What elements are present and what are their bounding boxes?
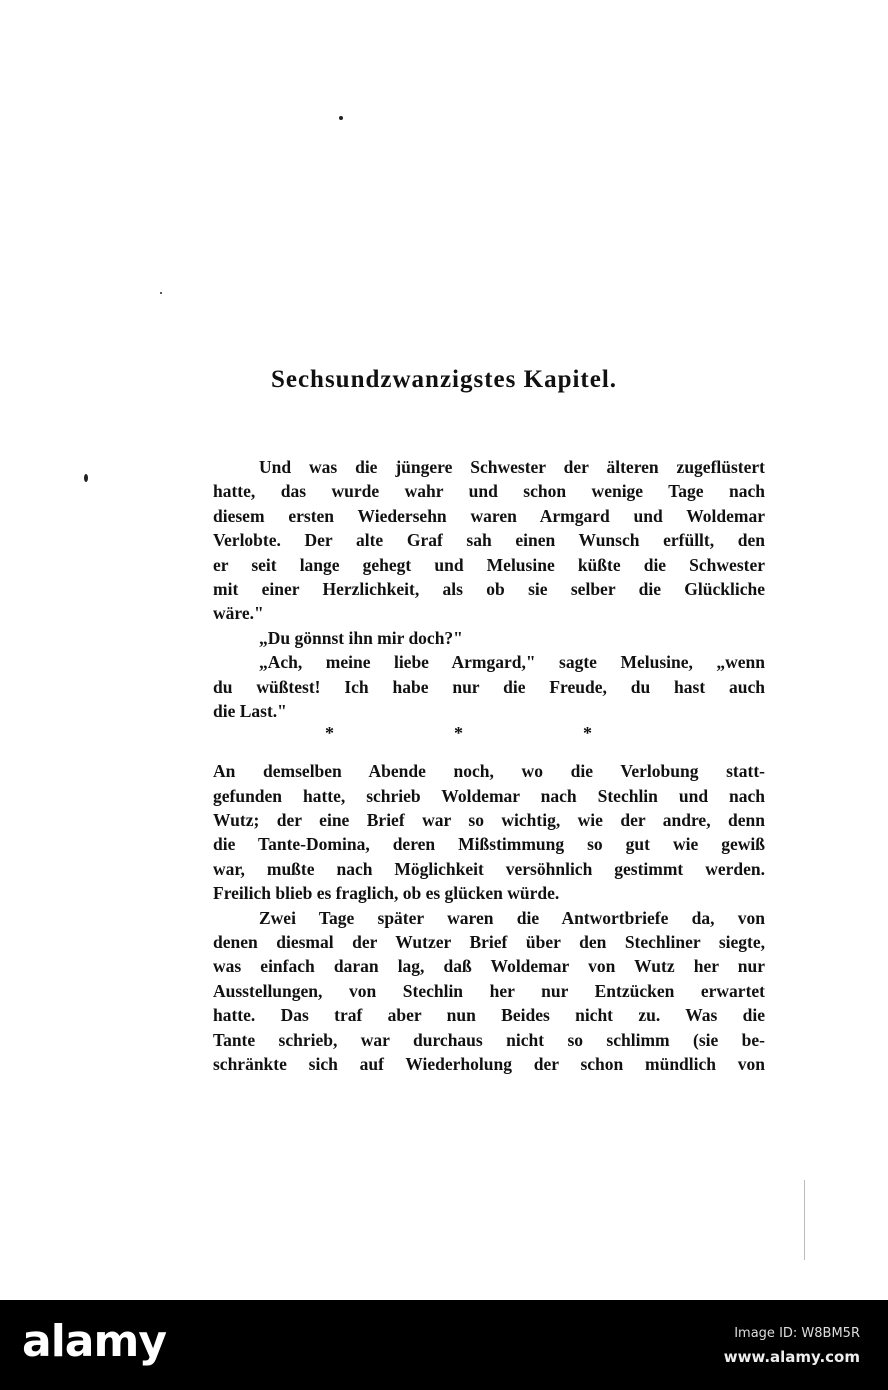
image-id: Image ID: W8BM5R [734,1326,860,1341]
text-line: „Du gönnst ihn mir doch?" [259,627,463,648]
text-line: schränkte sich auf Wiederholung der schon mündlich von [213,1053,765,1074]
text-line: Verlobte. Der alte Graf sah einen Wunsch erfüllt, den [213,530,765,551]
section-break [213,723,765,759]
text-line: mit einer Herzlichkeit, als ob sie selber die Glückliche [213,578,765,599]
section-break-star: * [454,723,463,744]
text-line: er seit lange gehegt und Melusine küßte die Schwester [213,554,765,575]
chapter-title: Sechsundzwanzigstes Kapitel. [270,366,618,393]
text-line: Ausstellungen, von Stechlin her nur Entzücken erwartet [213,980,765,1001]
text-line: hatte, das wurde wahr und schon wenige Tage nach [213,481,765,502]
text-line: Freilich blieb es fraglich, ob es glücken würde. [213,883,560,904]
watermark-url: www.alamy.com [723,1348,860,1366]
section-break-star: * [583,723,592,744]
text-line: An demselben Abende noch, wo die Verlobung statt- [213,761,765,782]
text-line: denen diesmal der Wutzer Brief über den Stechliner siegte, [213,932,765,953]
text-line: Tante schrieb, war durchaus nicht so schlimm (sie be- [213,1029,765,1050]
watermark-bar [0,1300,888,1390]
scan-speck [160,292,162,294]
text-line: hatte. Das traf aber nun Beides nicht zu. Was die [213,1005,765,1026]
text-line: „Ach, meine liebe Armgard," sagte Melusine, „wenn [259,652,765,673]
text-line: die Last." [213,700,287,721]
text-line: war, mußte nach Möglichkeit versöhnlich gestimmt werden. [213,858,765,879]
scan-edge-line [804,1180,805,1260]
section-break-star: * [325,723,334,744]
text-line: was einfach daran lag, daß Woldemar von Wutz her nur [213,956,765,977]
scan-speck [84,474,88,482]
text-line: wäre." [213,603,264,624]
text-line: Wutz; der eine Brief war so wichtig, wie der andre, denn [213,810,765,831]
scan-speck [339,116,343,120]
alamy-logo: alamy [22,1316,166,1367]
text-line: diesem ersten Wiedersehn waren Armgard und Woldemar [213,505,765,526]
text-line: die Tante-Domina, deren Mißstimmung so gut wie gewiß [213,834,765,855]
text-line: Und was die jüngere Schwester der älteren zugeflüstert [259,457,765,477]
text-line: gefunden hatte, schrieb Woldemar nach Stechlin und nach [213,785,765,806]
text-line: Zwei Tage später waren die Antwortbriefe da, von [259,907,765,928]
body-text [213,455,765,1076]
text-line: du wüßtest! Ich habe nur die Freude, du hast auch [213,676,765,697]
